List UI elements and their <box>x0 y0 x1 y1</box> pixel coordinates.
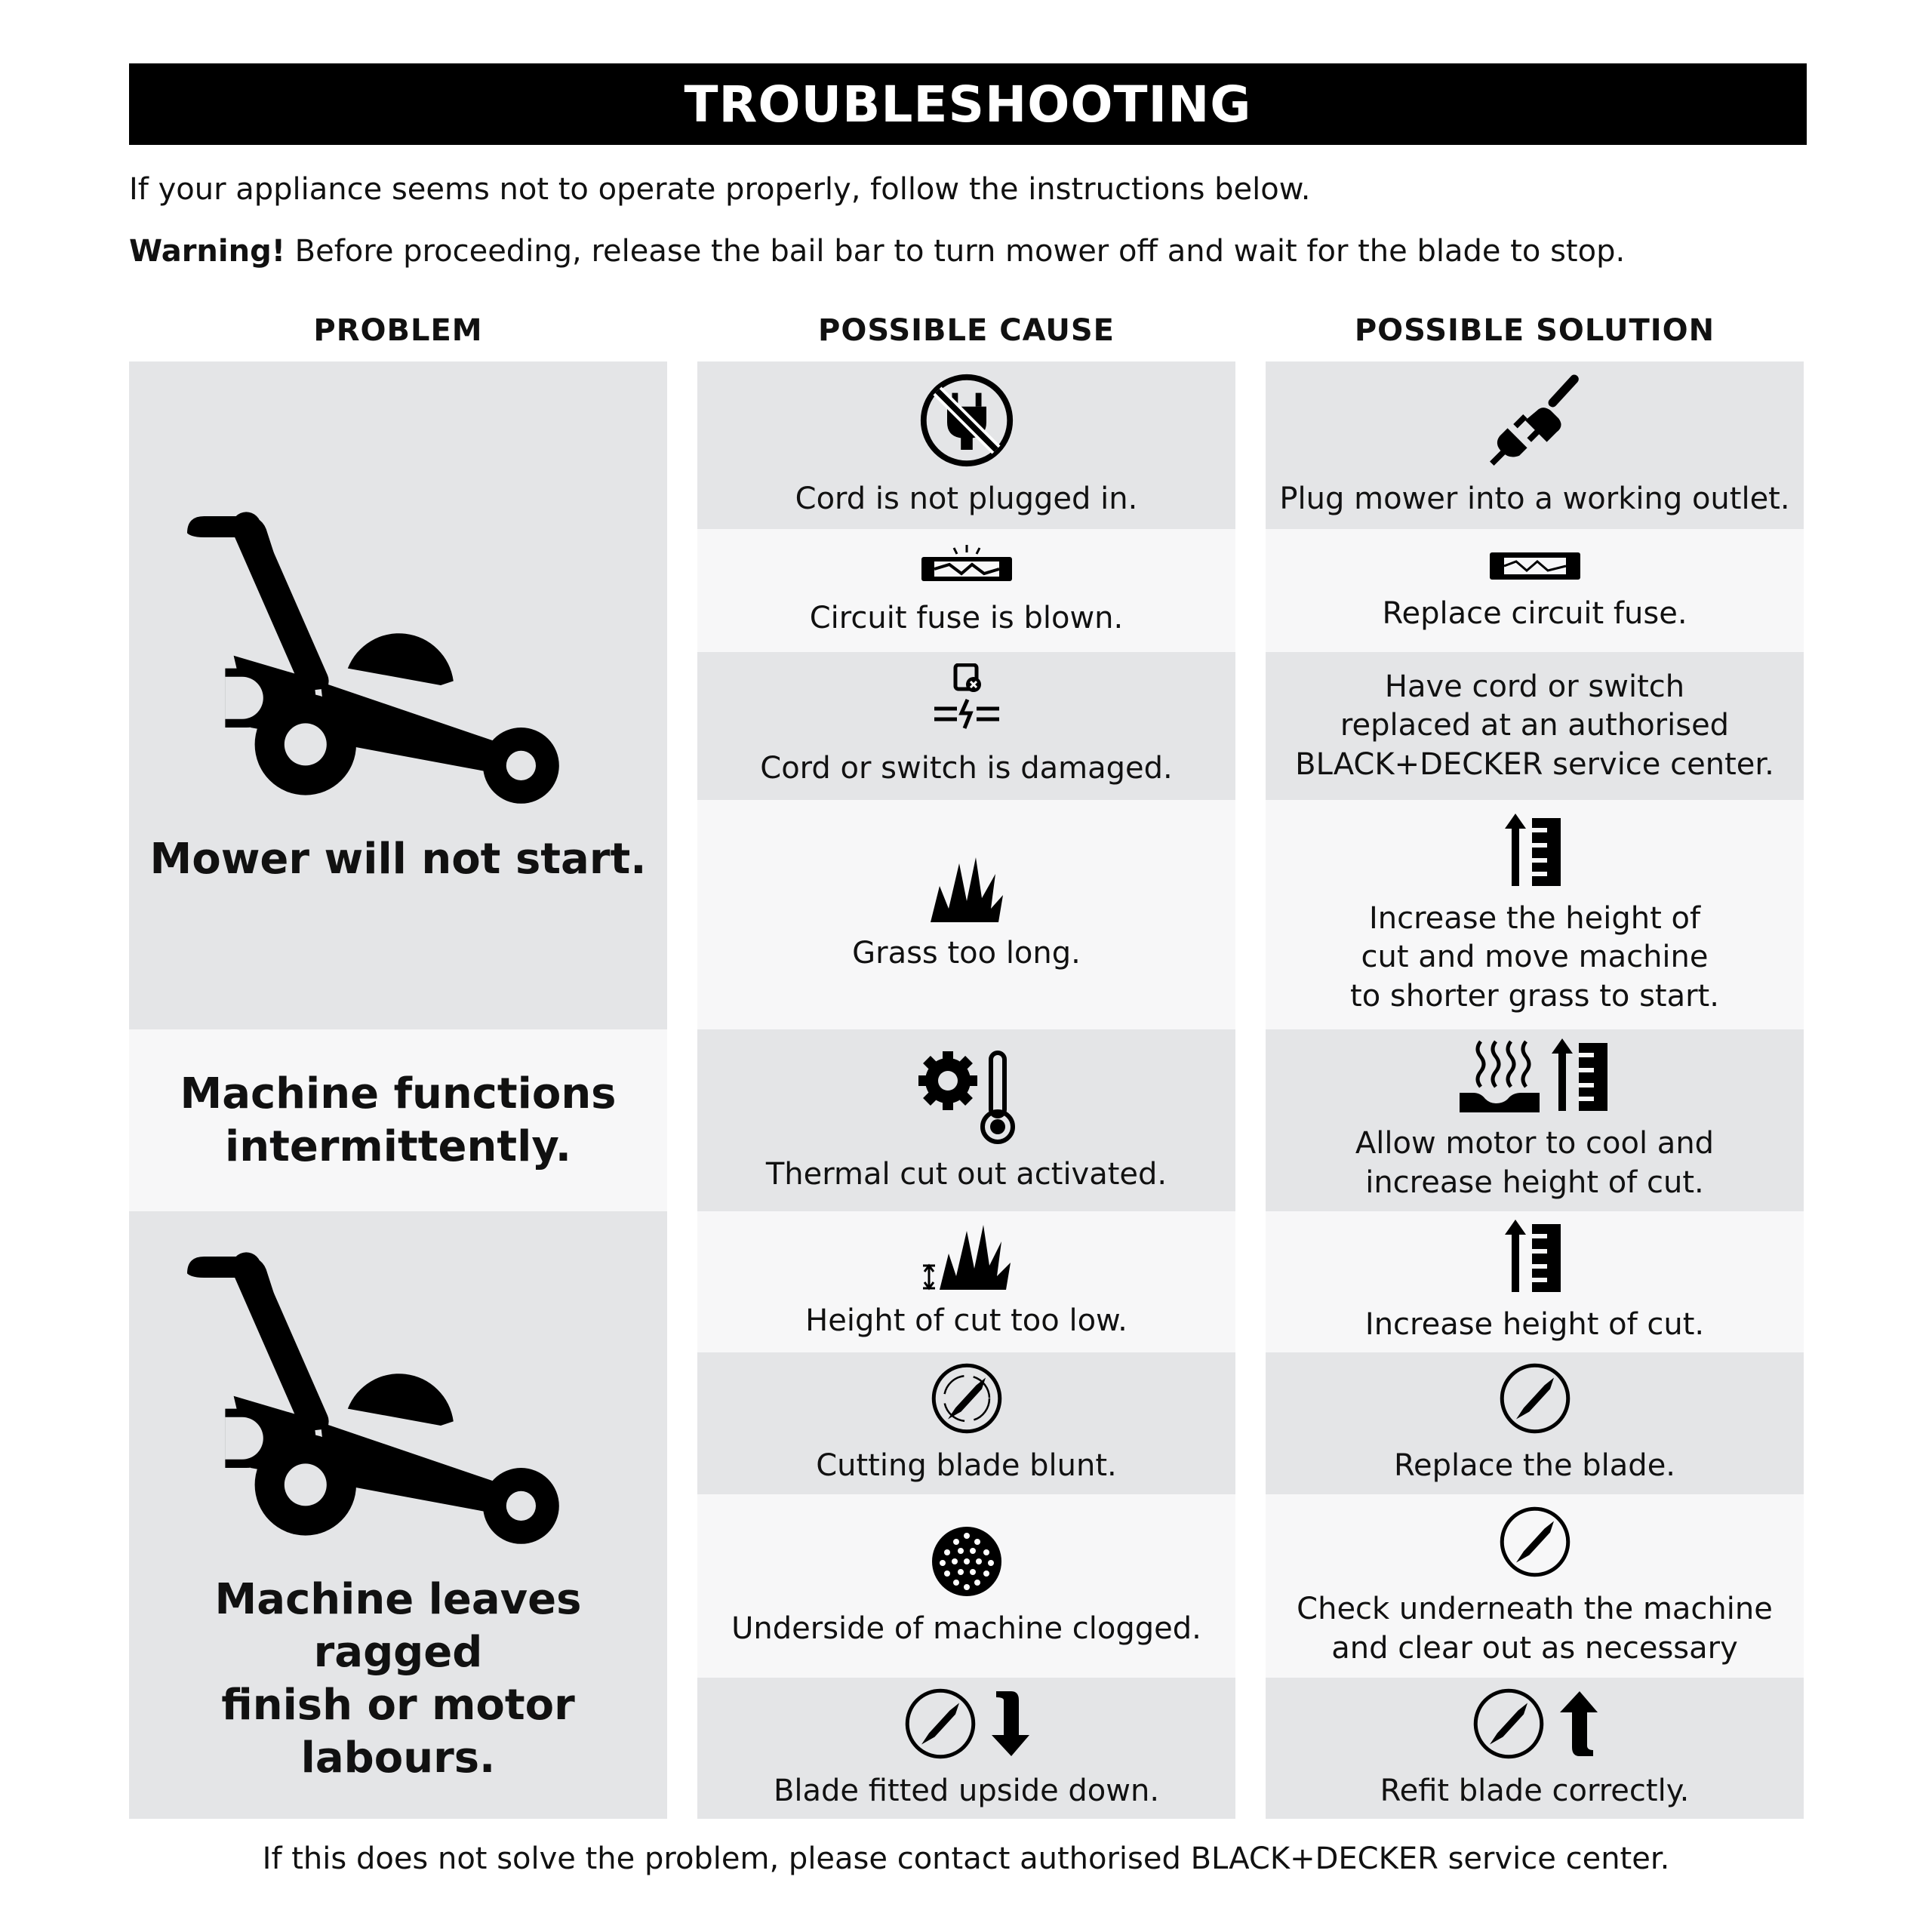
footer-note: If this does not solve the problem, please contact authorised BLACK+DECKER service center. <box>262 1841 1670 1876</box>
lawn-mower-icon <box>187 506 610 823</box>
plug-icon <box>1486 371 1584 469</box>
cause-cell-9 <box>697 1678 1235 1819</box>
intro-text: If your appliance seems not to operate properly, follow the instructions below. <box>129 172 1311 207</box>
solution-text-1: Plug mower into a working outlet. <box>1279 481 1790 517</box>
blade-icon <box>1497 1361 1573 1436</box>
cause-text-2: Circuit fuse is blown. <box>809 600 1124 635</box>
solution-text-3: Have cord or switch replaced at an authorised BLACK+DECKER service center. <box>1295 669 1774 782</box>
cause-text-8: Underside of machine clogged. <box>731 1611 1201 1646</box>
cause-cell-3 <box>697 652 1235 800</box>
problem-cell-1 <box>129 361 667 1029</box>
solution-text-8: Check underneath the machine and clear out as necessary <box>1297 1592 1773 1666</box>
solution-cell-1 <box>1266 361 1804 529</box>
cause-text-9: Blade fitted upside down. <box>773 1773 1160 1808</box>
solution-text-7: Replace the blade. <box>1393 1448 1676 1484</box>
warning-text <box>129 234 1625 269</box>
warning-label: Warning! <box>129 234 285 269</box>
cooling-icon <box>1458 1038 1541 1114</box>
cause-cell-2 <box>697 529 1235 652</box>
solution-text-4: Increase the height of cut and move machine to shorter grass to start. <box>1350 901 1719 1014</box>
cause-text-5: Thermal cut out activated. <box>765 1156 1168 1192</box>
blade-icon <box>903 1686 978 1761</box>
damaged-cord-icon <box>933 663 1001 739</box>
cause-cell-6 <box>697 1211 1235 1352</box>
height-increase-icon <box>1552 1038 1612 1114</box>
height-increase-icon <box>1505 814 1565 889</box>
unplugged-icon <box>918 371 1016 469</box>
thermal-cutout-icon <box>914 1047 1020 1145</box>
blown-fuse-icon <box>918 543 1016 589</box>
cause-cell-4 <box>697 800 1235 1029</box>
problem-text-3: Machine leaves ragged finish or motor labours. <box>214 1574 582 1783</box>
clogged-underside-icon <box>929 1524 1004 1599</box>
solution-cell-7 <box>1266 1352 1804 1494</box>
up-arrow-icon <box>1557 1690 1599 1758</box>
cause-cell-5 <box>697 1029 1235 1211</box>
blade-icon <box>1471 1686 1546 1761</box>
lawn-mower-icon <box>187 1246 610 1563</box>
height-increase-icon <box>1505 1220 1565 1295</box>
solution-cell-8 <box>1266 1494 1804 1678</box>
cause-text-1: Cord is not plugged in. <box>795 481 1138 517</box>
problem-text-1: Mower will not start. <box>149 834 647 884</box>
blunt-blade-icon <box>929 1361 1004 1436</box>
column-header-solution: POSSIBLE SOLUTION <box>1354 313 1715 348</box>
solution-text-2: Replace circuit fuse. <box>1382 595 1687 631</box>
problem-text-2: Machine functions intermittently. <box>180 1069 617 1171</box>
solution-text-9: Refit blade correctly. <box>1380 1773 1690 1808</box>
fuse-icon <box>1486 548 1584 584</box>
solution-cell-3 <box>1266 652 1804 800</box>
cause-text-7: Cutting blade blunt. <box>816 1448 1117 1484</box>
solution-text-6: Increase height of cut. <box>1364 1306 1705 1342</box>
solution-cell-6 <box>1266 1211 1804 1352</box>
solution-cell-4 <box>1266 800 1804 1029</box>
cause-text-3: Cord or switch is damaged. <box>760 751 1173 786</box>
down-arrow-icon <box>989 1690 1031 1758</box>
solution-cell-2 <box>1266 529 1804 652</box>
cause-cell-7 <box>697 1352 1235 1494</box>
page-title: TROUBLESHOOTING <box>129 63 1807 145</box>
low-cut-grass-icon <box>921 1223 1012 1291</box>
solution-cell-5 <box>1266 1029 1804 1211</box>
column-header-cause: POSSIBLE CAUSE <box>818 313 1115 348</box>
problem-cell-3 <box>129 1211 667 1819</box>
solution-text-5: Allow motor to cool and increase height of cut. <box>1355 1126 1715 1200</box>
cause-text-6: Height of cut too low. <box>805 1303 1128 1338</box>
cause-cell-8 <box>697 1494 1235 1678</box>
cause-cell-1 <box>697 361 1235 529</box>
column-header-problem: PROBLEM <box>313 313 483 348</box>
warning-message: Before proceeding, release the bail bar to turn mower off and wait for the blade to stop. <box>285 234 1626 269</box>
solution-cell-9 <box>1266 1678 1804 1819</box>
grass-icon <box>929 856 1004 924</box>
problem-cell-2 <box>129 1029 667 1211</box>
blade-icon <box>1497 1504 1573 1580</box>
cause-text-4: Grass too long. <box>852 936 1081 971</box>
